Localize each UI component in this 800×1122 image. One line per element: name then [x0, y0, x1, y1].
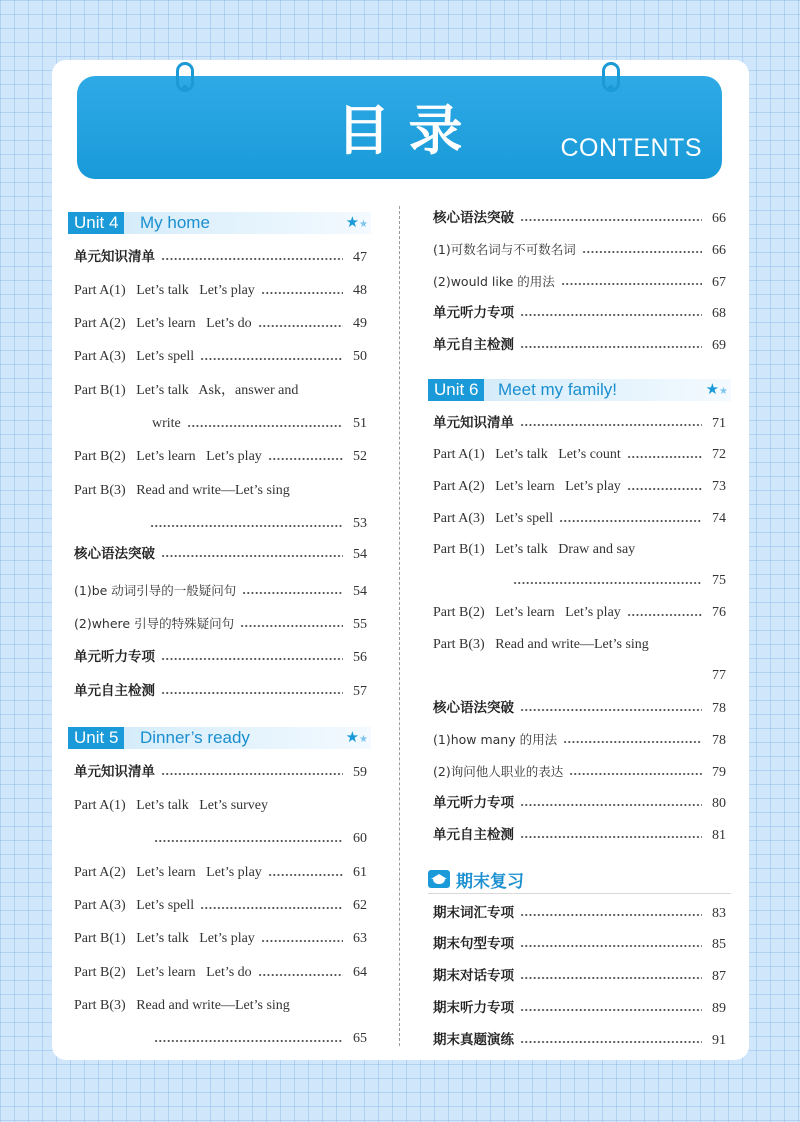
leader-dots — [520, 218, 702, 222]
toc-row[interactable] — [433, 793, 726, 813]
toc-entry-title: 核心语法突破 — [433, 700, 514, 716]
page-subtitle: CONTENTS — [560, 134, 702, 162]
toc-row[interactable] — [433, 666, 726, 686]
toc-row[interactable] — [433, 571, 726, 591]
toc-page-number: 68 — [712, 306, 726, 321]
toc-row[interactable] — [74, 863, 367, 883]
toc-page-number: 65 — [353, 1031, 367, 1046]
binder-ring-icon — [602, 62, 620, 92]
toc-entry-title: Part A(3) Let’s spell — [433, 511, 554, 526]
toc-row[interactable] — [74, 447, 367, 467]
toc-page-number: 48 — [353, 283, 367, 298]
toc-entry-title: 单元知识清单 — [74, 249, 155, 265]
leader-dots — [520, 708, 702, 712]
toc-page-number: 52 — [353, 449, 367, 464]
toc-page-number: 91 — [712, 1033, 726, 1048]
toc-entry-title: Part A(2) Let’s learn Let’s play — [74, 865, 262, 880]
unit-4-header — [68, 212, 371, 234]
toc-row[interactable] — [433, 903, 726, 923]
toc-row[interactable] — [433, 208, 726, 228]
toc-row[interactable] — [433, 303, 726, 323]
toc-row[interactable] — [433, 730, 726, 750]
toc-page-number: 49 — [353, 316, 367, 331]
leader-dots — [150, 524, 343, 528]
leader-dots — [161, 657, 343, 661]
toc-page-number: 73 — [712, 479, 726, 494]
toc-page-number: 78 — [712, 733, 726, 748]
toc-entry-title: Part A(1) Let’s talk Let’s play — [74, 283, 255, 298]
toc-page-number: 80 — [712, 796, 726, 811]
toc-page-number: 83 — [712, 906, 726, 921]
leader-dots — [261, 291, 343, 295]
toc-row[interactable] — [74, 896, 367, 916]
toc-entry-title: Part B(2) Let’s learn Let’s play — [433, 605, 621, 620]
toc-page-number: 75 — [712, 573, 726, 588]
toc-entry-title: 期末词汇专项 — [433, 905, 514, 921]
toc-entry-title: Part B(1) Let’s talk Let’s play — [74, 931, 255, 946]
leader-dots — [627, 613, 702, 617]
toc-entry-title: 单元听力专项 — [433, 305, 514, 321]
unit-5-header — [68, 727, 371, 749]
leader-dots — [559, 519, 702, 523]
toc-entry-title: (1)be 动词引导的一般疑问句 — [74, 583, 237, 598]
toc-row[interactable] — [74, 614, 367, 634]
leader-dots — [258, 973, 343, 977]
toc-row[interactable] — [433, 762, 726, 782]
toc-entry-title: (2)where 引导的特殊疑问句 — [74, 616, 235, 631]
page-title: 目录 — [336, 99, 481, 162]
leader-dots — [520, 803, 702, 807]
toc-entry-title: Part A(2) Let’s learn Let’s do — [74, 316, 252, 331]
toc-entry-title: Part A(2) Let’s learn Let’s play — [433, 479, 621, 494]
column-divider — [399, 206, 400, 1046]
leader-dots — [520, 1040, 702, 1044]
toc-row[interactable] — [74, 281, 367, 301]
star-icon: ★★ — [345, 730, 368, 746]
toc-entry-title: Part A(3) Let’s spell — [74, 898, 195, 913]
toc-entry-title: 核心语法突破 — [74, 546, 155, 562]
toc-row[interactable] — [433, 240, 726, 260]
leader-dots — [268, 457, 343, 461]
leader-dots — [154, 839, 343, 843]
leader-dots — [520, 423, 702, 427]
leader-dots — [582, 250, 702, 254]
toc-row[interactable] — [74, 1029, 367, 1049]
toc-row[interactable] — [433, 477, 726, 497]
toc-row[interactable] — [433, 445, 726, 465]
toc-page-number: 56 — [353, 650, 367, 665]
toc-page-number: 72 — [712, 447, 726, 462]
toc-entry-title: (2)询问他人职业的表达 — [433, 764, 564, 779]
toc-page-number: 89 — [712, 1001, 726, 1016]
unit-title: My home — [140, 213, 210, 232]
toc-row[interactable] — [433, 540, 726, 560]
toc-page-number: 54 — [353, 584, 367, 599]
toc-row[interactable] — [74, 762, 367, 782]
toc-entry-title: 核心语法突破 — [433, 210, 514, 226]
leader-dots — [627, 487, 702, 491]
toc-page-number: 77 — [712, 668, 726, 683]
leader-dots — [563, 740, 702, 744]
toc-row[interactable] — [74, 796, 367, 816]
toc-entry-title: Part B(1) Let’s talk Ask，answer and — [74, 383, 299, 398]
toc-row[interactable] — [74, 929, 367, 949]
toc-entry-title: 单元听力专项 — [433, 795, 514, 811]
toc-page-number: 76 — [712, 605, 726, 620]
toc-entry-title: Part B(1) Let’s talk Draw and say — [433, 542, 636, 557]
toc-page-number: 67 — [712, 275, 726, 290]
contents-banner — [77, 76, 722, 179]
leader-dots — [520, 835, 702, 839]
toc-page-number: 74 — [712, 511, 726, 526]
leader-dots — [627, 455, 702, 459]
leader-dots — [154, 1039, 343, 1043]
star-icon: ★★ — [345, 215, 368, 231]
leader-dots — [187, 424, 343, 428]
leader-dots — [161, 772, 343, 776]
toc-entry-title: Part A(3) Let’s spell — [74, 349, 195, 364]
review-title: 期末复习 — [456, 871, 524, 892]
unit-label: Unit 5 — [68, 727, 124, 749]
toc-entry-title: 单元听力专项 — [74, 649, 155, 665]
leader-dots — [261, 939, 343, 943]
unit-title: Meet my family! — [498, 380, 618, 399]
toc-page-number: 57 — [353, 684, 367, 699]
toc-entry-title: 期末真题演练 — [433, 1032, 514, 1048]
toc-page-number: 87 — [712, 969, 726, 984]
unit-title: Dinner’s ready — [140, 728, 250, 747]
toc-entry-title: (1)how many 的用法 — [433, 732, 558, 747]
toc-row[interactable] — [433, 635, 726, 655]
toc-row[interactable] — [74, 414, 367, 434]
leader-dots — [161, 257, 343, 261]
toc-entry-title: 单元知识清单 — [433, 415, 514, 431]
toc-page-number: 60 — [353, 831, 367, 846]
star-icon: ★★ — [705, 382, 728, 398]
toc-entry-title: 期末对话专项 — [433, 968, 514, 984]
toc-entry-title: Part A(1) Let’s talk Let’s survey — [74, 798, 269, 813]
leader-dots — [200, 906, 343, 910]
toc-row[interactable] — [74, 681, 367, 701]
leader-dots — [520, 313, 702, 317]
toc-entry-title: 期末听力专项 — [433, 1000, 514, 1016]
toc-page-number: 51 — [353, 416, 367, 431]
toc-entry-title: Part B(2) Let’s learn Let’s do — [74, 965, 252, 980]
toc-row[interactable] — [74, 996, 367, 1016]
toc-row[interactable] — [74, 247, 367, 267]
toc-row[interactable] — [433, 272, 726, 292]
toc-entry-title: 单元知识清单 — [74, 764, 155, 780]
leader-dots — [520, 913, 702, 917]
toc-row[interactable] — [433, 509, 726, 529]
toc-row[interactable] — [433, 413, 726, 433]
toc-page-number: 54 — [353, 547, 367, 562]
toc-page-number: 81 — [712, 828, 726, 843]
leader-dots — [161, 691, 343, 695]
toc-entry-title: (1)可数名词与不可数名词 — [433, 242, 576, 257]
toc-entry-title: Part B(3) Read and write—Let’s sing — [433, 637, 649, 652]
toc-entry-title: Part B(2) Let’s learn Let’s play — [74, 449, 262, 464]
toc-row[interactable] — [74, 544, 367, 564]
leader-dots — [569, 772, 702, 776]
review-underline — [428, 893, 731, 894]
toc-row[interactable] — [433, 698, 726, 718]
leader-dots — [513, 581, 702, 585]
leader-dots — [520, 345, 702, 349]
leader-dots — [240, 624, 343, 628]
toc-row[interactable] — [74, 829, 367, 849]
unit-label: Unit 6 — [428, 379, 484, 401]
toc-row[interactable] — [433, 998, 726, 1018]
toc-row[interactable] — [433, 825, 726, 845]
toc-entry-title: Part B(3) Read and write—Let’s sing — [74, 998, 290, 1013]
toc-page-number: 85 — [712, 937, 726, 952]
toc-row[interactable] — [74, 347, 367, 367]
toc-row[interactable] — [74, 381, 367, 401]
toc-entry-title: 单元自主检测 — [74, 683, 155, 699]
toc-row[interactable] — [74, 647, 367, 667]
graduation-cap-icon — [428, 870, 450, 888]
toc-row[interactable] — [74, 581, 367, 601]
toc-page-number: 53 — [353, 516, 367, 531]
leader-dots — [161, 554, 343, 558]
toc-row[interactable] — [74, 514, 367, 534]
toc-entry-title: write — [152, 416, 181, 431]
leader-dots — [520, 1008, 702, 1012]
toc-page-number: 71 — [712, 416, 726, 431]
toc-row[interactable] — [74, 481, 367, 501]
toc-page-number: 66 — [712, 243, 726, 258]
unit-6-header — [428, 379, 731, 401]
unit-label: Unit 4 — [68, 212, 124, 234]
leader-dots — [258, 324, 343, 328]
leader-dots — [520, 944, 702, 948]
toc-row[interactable] — [433, 603, 726, 623]
toc-page-number: 62 — [353, 898, 367, 913]
toc-page-number: 55 — [353, 617, 367, 632]
toc-page-number: 50 — [353, 349, 367, 364]
toc-entry-title: (2)would like 的用法 — [433, 274, 555, 289]
toc-page-number: 61 — [353, 865, 367, 880]
toc-page-number: 47 — [353, 250, 367, 265]
toc-row[interactable] — [433, 934, 726, 954]
leader-dots — [200, 357, 343, 361]
review-header — [428, 867, 524, 891]
toc-row[interactable] — [433, 966, 726, 986]
toc-page-number: 63 — [353, 931, 367, 946]
toc-entry-title: 期末句型专项 — [433, 936, 514, 952]
toc-page-number: 69 — [712, 338, 726, 353]
toc-row[interactable] — [433, 1030, 726, 1050]
toc-row[interactable] — [433, 335, 726, 355]
toc-page-number: 64 — [353, 965, 367, 980]
leader-dots — [242, 591, 343, 595]
toc-entry-title: 单元自主检测 — [433, 337, 514, 353]
leader-dots — [561, 282, 702, 286]
toc-page-number: 59 — [353, 765, 367, 780]
toc-row[interactable] — [74, 314, 367, 334]
toc-page-number: 79 — [712, 765, 726, 780]
binder-ring-icon — [176, 62, 194, 92]
toc-entry-title: Part B(3) Read and write—Let’s sing — [74, 483, 290, 498]
toc-page-number: 66 — [712, 211, 726, 226]
leader-dots — [520, 976, 702, 980]
toc-entry-title: 单元自主检测 — [433, 827, 514, 843]
leader-dots — [268, 873, 343, 877]
toc-entry-title: Part A(1) Let’s talk Let’s count — [433, 447, 621, 462]
toc-row[interactable] — [74, 963, 367, 983]
toc-page-number: 78 — [712, 701, 726, 716]
